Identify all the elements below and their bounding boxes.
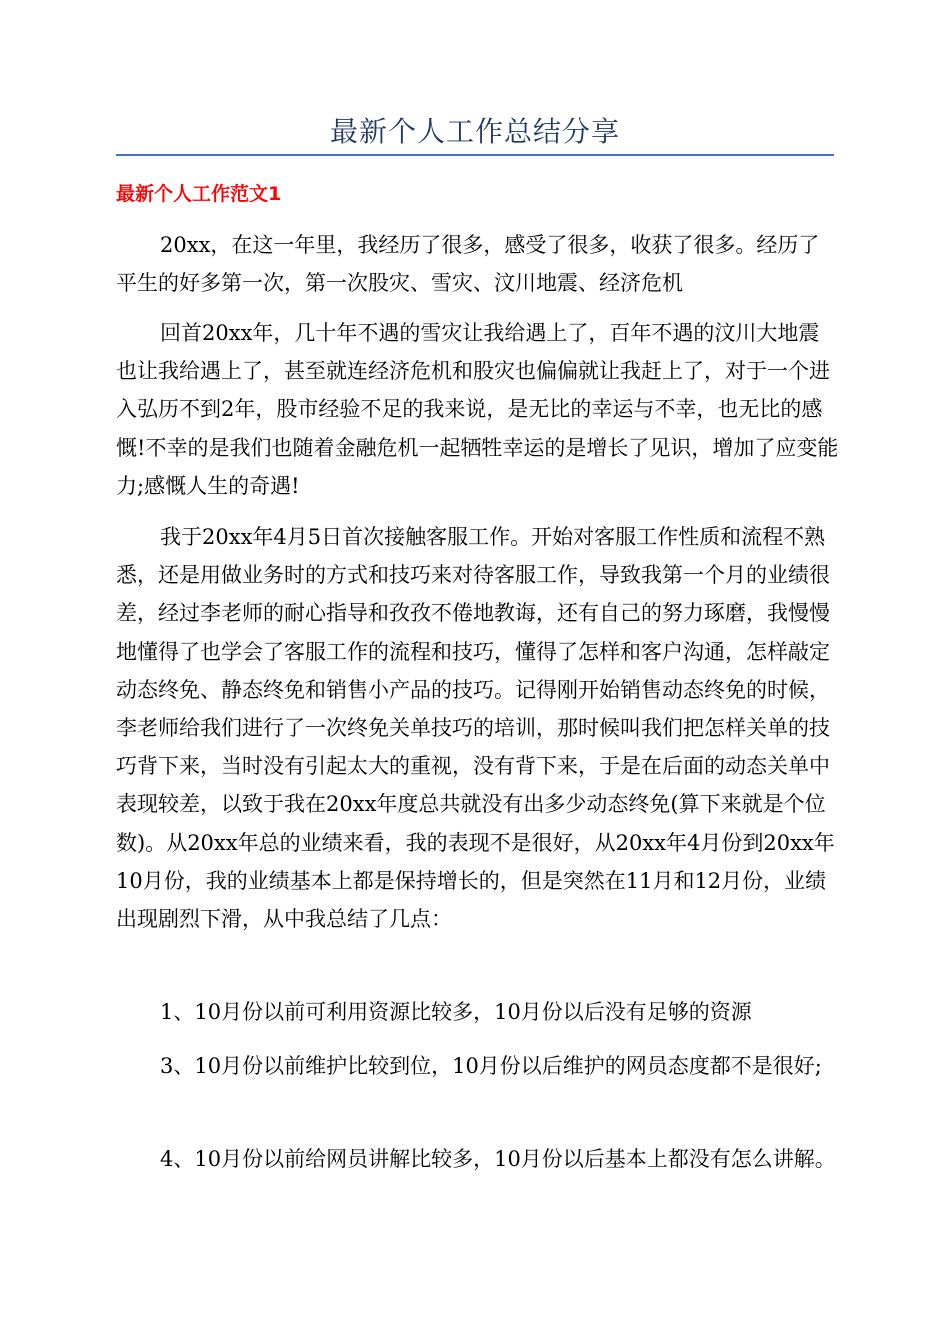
list-item-point-4: 4、10月份以前给网员讲解比较多，10月份以后基本上都没有怎么讲解。 [160,1147,836,1171]
list-item-point-1: 1、10月份以前可利用资源比较多，10月份以后没有足够的资源 [160,1000,752,1024]
document-title: 最新个人工作总结分享 [329,115,620,148]
section-heading: 最新个人工作范文1 [116,183,282,205]
paragraph-intro: 20xx，在这一年里，我经历了很多，感受了很多，收获了很多。经历了平生的好多第一次，第一次股灾、雪灾、汶川地震、经济危机 [116,233,820,296]
list-item-point-3: 3、10月份以前维护比较到位，10月份以后维护的网员态度都不是很好; [160,1054,822,1078]
paragraph-review: 回首20xx年，几十年不遇的雪灾让我给遇上了，百年不遇的汶川大地震也让我给遇上了，甚至就连经济危机和股灾也偏偏就让我赶上了，对于一个进入弘历不到2年，股市经验不足的我来说，是无比的幸运与不幸，也无比的感慨!不幸的是我们也随着金融危机一起牺牲幸运的是增长了见识，增加了应变能力;感慨人生的奇遇! [116,321,839,498]
title-divider [116,154,834,156]
paragraph-customer-service: 我于20xx年4月5日首次接触客服工作。开始对客服工作性质和流程不熟悉，还是用做业务时的方式和技巧来对待客服工作，导致我第一个月的业绩很差，经过李老师的耐心指导和孜孜不倦地教诲，还有自己的努力琢磨，我慢慢地懂得了也学会了客服工作的流程和技巧，懂得了怎样和客户沟通，怎样敲定动态终免、静态终免和销售小产品的技巧。记得刚开始销售动态终免的时候，李老师给我们进行了一次终免关单技巧的培训，那时候叫我们把怎样关单的技巧背下来，当时没有引起太大的重视，没有背下来，于是在后面的动态关单中表现较差，以致于我在20xx年度总共就没有出多少动态终免(算下来就是个位数)。从20xx年总的业绩来看，我的表现不是很好，从20xx年4月份到20xx年10月份，我的业绩基本上都是保持增长的，但是突然在11月和12月份，业绩出现剧烈下滑，从中我总结了几点： [116,525,835,932]
